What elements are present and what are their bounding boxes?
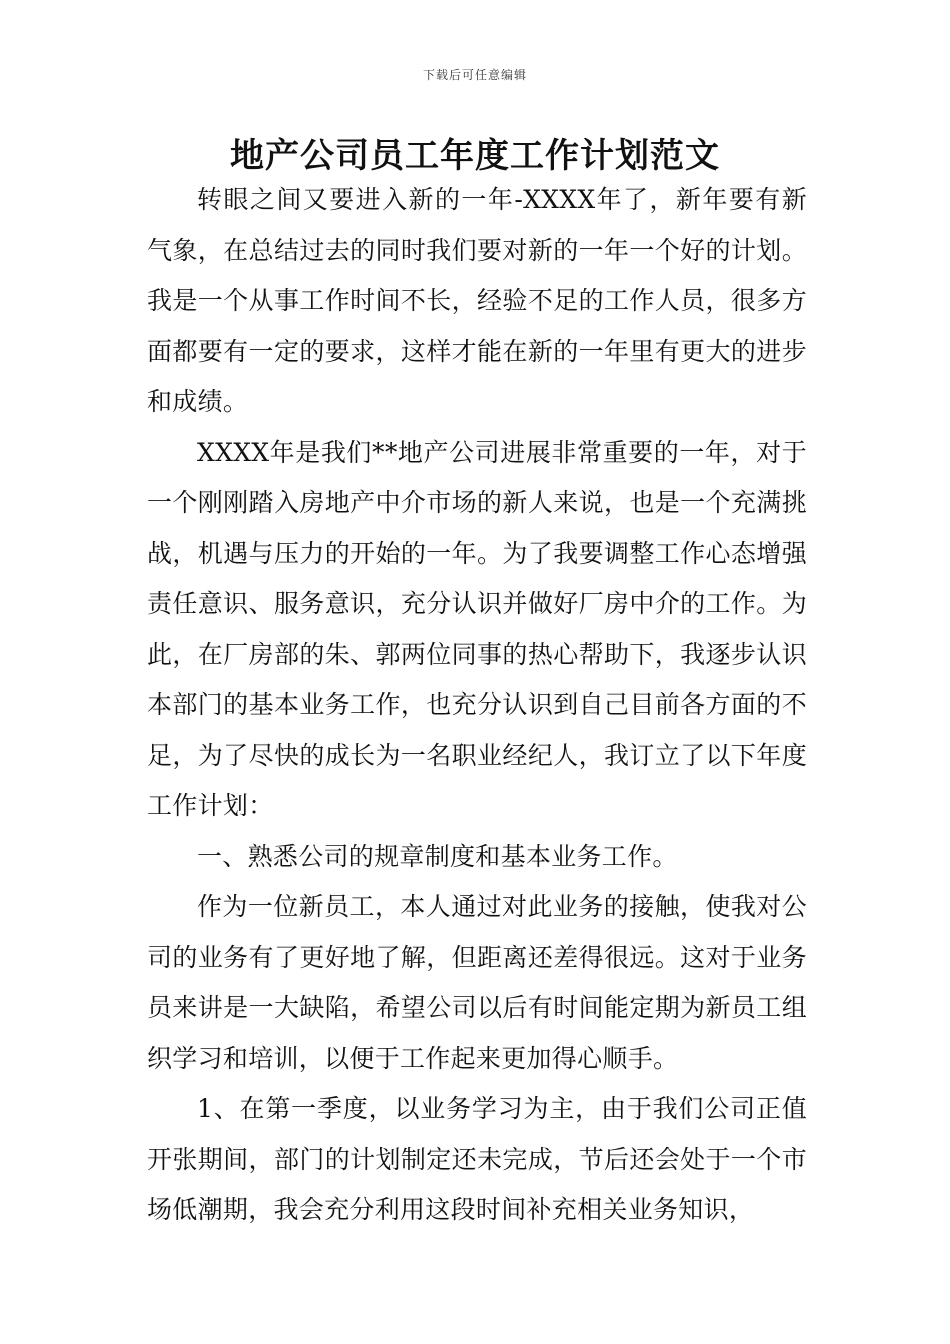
paragraph-new-employee: 作为一位新员工，本人通过对此业务的接触，使我对公司的业务有了更好地了解，但距离还差得很远。这对于业务员来讲是一大缺陷，希望公司以后有时间能定期为新员工组织学习和培训，以便于工作起来更加得心顺手。 xyxy=(147,892,807,1073)
section-heading-1: 一、熟悉公司的规章制度和基本业务工作。 xyxy=(197,841,678,871)
paragraph-year-plan: XXXX年是我们**地产公司进展非常重要的一年，对于一个刚刚踏入房地产中介市场的新人来说，也是一个充满挑战，机遇与压力的开始的一年。为了我要调整工作心态增强责任意识、服务意识，充分认识并做好厂房中介的工作。为此，在厂房部的朱、郭两位同事的热心帮助下，我逐步认识本部门的基本业务工作，也充分认识到自己目前各方面的不足，为了尽快的成长为一名职业经纪人，我订立了以下年度工作计划： xyxy=(147,437,807,820)
paragraph-first-quarter: 1、在第一季度，以业务学习为主，由于我们公司正值开张期间，部门的计划制定还未完成，节后还会处于一个市场低潮期，我会充分利用这段时间补充相关业务知识， xyxy=(147,1094,807,1224)
page-header-note: 下载后可任意编辑 xyxy=(422,68,527,82)
paragraph-intro: 转眼之间又要进入新的一年-XXXX年了，新年要有新气象，在总结过去的同时我们要对新的一年一个好的计划。我是一个从事工作时间不长，经验不足的工作人员，很多方面都要有一定的要求，这样才能在新的一年里有更大的进步和成绩。 xyxy=(147,185,807,416)
document-title: 地产公司员工年度工作计划范文 xyxy=(230,136,720,176)
document-body xyxy=(147,175,807,1236)
